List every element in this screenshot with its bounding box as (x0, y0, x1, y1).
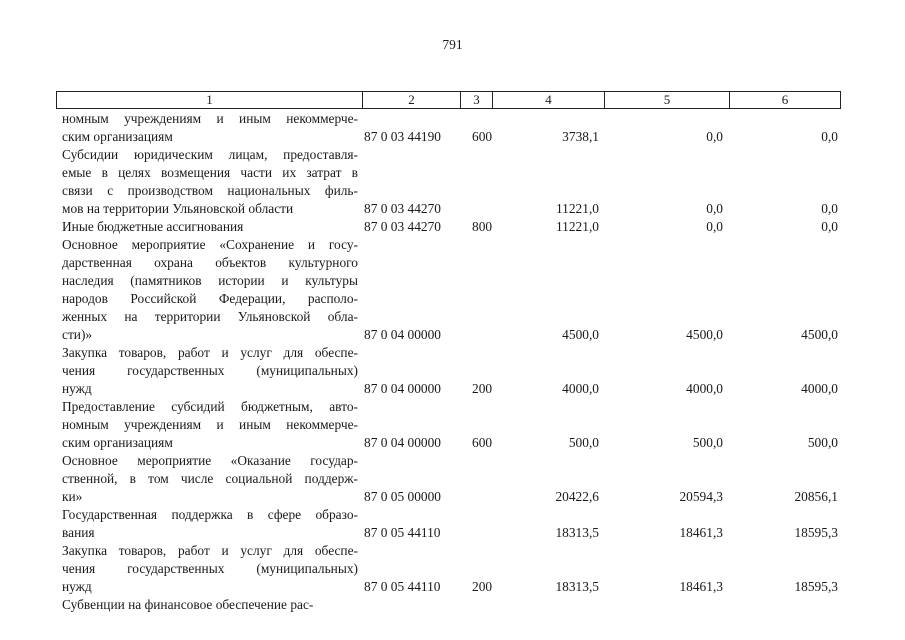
row-type: 200 (472, 381, 493, 396)
row-value-3: 18595,3 (794, 579, 838, 594)
header-col-5: 5 (605, 92, 730, 108)
table-row (62, 506, 842, 542)
description-line: номным учреждениям и иным некоммерче- (62, 111, 358, 126)
row-value-1: 500,0 (568, 435, 599, 450)
description-line: Основное мероприятие «Оказание государ- (62, 453, 358, 468)
row-type: 200 (472, 579, 493, 594)
description-line: Закупка товаров, работ и услуг для обеспе- (62, 543, 358, 558)
header-col-3: 3 (461, 92, 493, 108)
header-col-6: 6 (781, 92, 789, 107)
row-value-2: 0,0 (706, 201, 723, 216)
description-line: дарственная охрана объектов культурного (62, 255, 358, 270)
description-line: Государственная поддержка в сфере образо- (62, 507, 358, 522)
row-value-1: 4500,0 (562, 327, 599, 342)
description-line: Закупка товаров, работ и услуг для обеспе- (62, 345, 358, 360)
table-row (62, 596, 842, 614)
page-number: 791 (442, 37, 463, 52)
row-value-1: 3738,1 (562, 129, 599, 144)
row-description (62, 146, 358, 218)
description-line: народов Российской Федерации, располо- (62, 291, 358, 306)
row-description (62, 110, 358, 146)
row-code: 87 0 03 44190 (364, 129, 441, 144)
header-col-4: 4 (493, 92, 605, 108)
row-value-3: 4000,0 (801, 381, 838, 396)
header-col-1: 1 (57, 92, 363, 108)
description-line: Иные бюджетные ассигнования (62, 219, 244, 234)
row-value-3: 20856,1 (794, 489, 838, 504)
description-line: ским организациям (62, 129, 173, 144)
table-row (62, 110, 842, 146)
row-description (62, 596, 358, 614)
row-code: 87 0 03 44270 (364, 201, 441, 216)
description-line: ственной, в том числе социальной поддерж- (62, 471, 358, 486)
row-value-3: 500,0 (807, 435, 838, 450)
row-code: 87 0 04 00000 (364, 435, 441, 450)
table-header (56, 91, 841, 109)
row-type: 600 (472, 129, 493, 144)
row-value-1: 4000,0 (562, 381, 599, 396)
row-value-1: 18313,5 (555, 525, 599, 540)
description-line: Субвенции на финансовое обеспечение рас- (62, 597, 314, 612)
row-code: 87 0 03 44270 (364, 219, 441, 234)
row-code: 87 0 05 00000 (364, 489, 441, 504)
description-line: номным учреждениям и иным некоммерче- (62, 417, 358, 432)
row-description (62, 398, 358, 452)
table-row (62, 146, 842, 218)
description-line: ским организациям (62, 435, 173, 450)
row-type: 600 (472, 435, 493, 450)
description-line: нужд (62, 381, 92, 396)
description-line: мов на территории Ульяновской области (62, 201, 294, 216)
table-row (62, 236, 842, 344)
row-value-1: 11221,0 (555, 201, 599, 216)
table-row (62, 218, 842, 236)
description-line: Основное мероприятие «Сохранение и госу- (62, 237, 358, 252)
row-description (62, 344, 358, 398)
row-value-3: 0,0 (821, 219, 838, 234)
row-value-2: 4000,0 (686, 381, 723, 396)
row-description (62, 542, 358, 596)
row-value-2: 0,0 (706, 129, 723, 144)
description-line: чения государственных (муниципальных) (62, 363, 358, 378)
description-line: Субсидии юридическим лицам, предоставля- (62, 147, 358, 162)
row-code: 87 0 05 44110 (364, 579, 441, 594)
description-line: женных на территории Ульяновской обла- (62, 309, 358, 324)
row-value-1: 18313,5 (555, 579, 599, 594)
row-description (62, 506, 358, 542)
description-line: связи с производством национальных филь- (62, 183, 358, 198)
row-value-2: 0,0 (706, 219, 723, 234)
row-value-2: 18461,3 (679, 525, 723, 540)
row-value-2: 4500,0 (686, 327, 723, 342)
row-code: 87 0 04 00000 (364, 327, 441, 342)
row-value-3: 18595,3 (794, 525, 838, 540)
table-row (62, 452, 842, 506)
table-row (62, 344, 842, 398)
description-line: ки» (62, 489, 83, 504)
row-value-3: 4500,0 (801, 327, 838, 342)
description-line: наследия (памятников истории и культуры (62, 273, 358, 288)
row-type: 800 (472, 219, 493, 234)
row-value-3: 0,0 (821, 129, 838, 144)
row-description (62, 452, 358, 506)
header-col-2: 2 (363, 92, 461, 108)
description-line: чения государственных (муниципальных) (62, 561, 358, 576)
row-code: 87 0 05 44110 (364, 525, 441, 540)
row-code: 87 0 04 00000 (364, 381, 441, 396)
row-value-1: 11221,0 (555, 219, 599, 234)
description-line: нужд (62, 579, 92, 594)
description-line: сти)» (62, 327, 93, 342)
row-value-1: 20422,6 (555, 489, 599, 504)
description-line: Предоставление субсидий бюджетным, авто- (62, 399, 358, 414)
table-row (62, 542, 842, 596)
table-body (62, 110, 842, 614)
description-line: емые в целях возмещения части их затрат в (62, 165, 358, 180)
table-row (62, 398, 842, 452)
row-value-2: 18461,3 (679, 579, 723, 594)
row-value-3: 0,0 (821, 201, 838, 216)
row-description (62, 218, 358, 236)
row-value-2: 20594,3 (679, 489, 723, 504)
row-description (62, 236, 358, 344)
row-value-2: 500,0 (692, 435, 723, 450)
description-line: вания (62, 525, 95, 540)
